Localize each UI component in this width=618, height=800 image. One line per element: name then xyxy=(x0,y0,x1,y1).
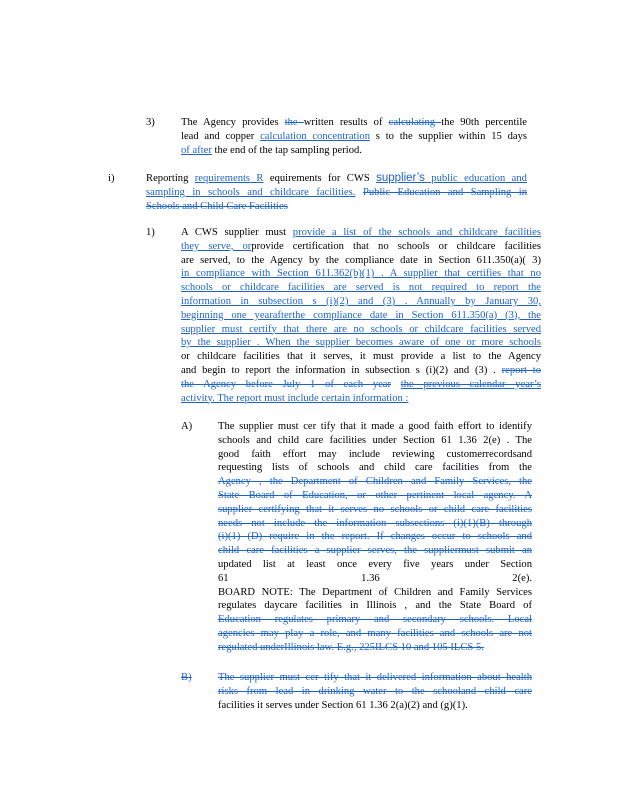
text-line xyxy=(146,200,527,214)
text-line xyxy=(181,226,541,240)
text-line xyxy=(181,116,527,130)
inserted-text: they serve, or xyxy=(181,240,252,252)
text-line xyxy=(218,489,532,503)
text-run: updated list at least once every five years under Section xyxy=(218,558,532,570)
deleted-text: (i)(1) (D) require in the report. If changes occur to schools and xyxy=(218,531,532,543)
text-run: the 90th percentile xyxy=(441,117,527,128)
item-1-text xyxy=(181,226,541,405)
deleted-text: Education regulates primary and secondary schools. Local xyxy=(218,614,532,626)
item-3-text xyxy=(181,116,527,157)
deleted-text: Schools and Child Care Facilities xyxy=(146,200,288,212)
text-run: equirements for CWS xyxy=(263,173,377,184)
inserted-text: calculation concentration xyxy=(260,130,371,142)
inserted-text: supplier must certify that there are no schools or childcare facilities served xyxy=(181,323,541,335)
text-run: and begin to report the information in subsection s (i)(2) and (3) . xyxy=(181,364,502,376)
text-line xyxy=(181,267,541,281)
deleted-text: calculating xyxy=(388,117,442,128)
deleted-text: the Agency before July 1 of each year xyxy=(181,378,392,390)
text-line xyxy=(218,699,532,713)
text-run: lead and copper xyxy=(181,130,261,142)
text-line xyxy=(181,130,527,144)
text-run: 61 1.36 2(e). xyxy=(218,572,532,584)
inserted-text: of after xyxy=(181,144,212,156)
item-a-text xyxy=(218,420,532,655)
inserted-text: provide a list of the schools and childcare facilities xyxy=(292,227,541,238)
text-run: good faith effort may include reviewing customerrecordsand xyxy=(218,448,532,460)
text-run xyxy=(391,379,401,390)
item-3-marker: 3) xyxy=(146,117,155,128)
text-line xyxy=(181,392,541,406)
text-line xyxy=(218,572,532,586)
text-line xyxy=(218,544,532,558)
text-run: schools and child care facilities under Section 61 1.36 2(e) . The xyxy=(218,434,532,446)
text-line xyxy=(218,420,532,434)
inserted-text: supplier’s xyxy=(376,172,425,184)
text-run: BOARD NOTE: The Department of Children and Family Services xyxy=(218,586,532,598)
inserted-text: schools or childcare facilities are served is not required to report the xyxy=(181,282,541,294)
deleted-text: risks from lead in drinking water to the schooland child care xyxy=(218,685,532,697)
text-run xyxy=(355,187,362,198)
text-line xyxy=(181,323,541,337)
item-1-marker: 1) xyxy=(146,227,155,238)
text-run: Reporting xyxy=(146,173,195,184)
text-line xyxy=(181,144,527,158)
text-line xyxy=(218,530,532,544)
inserted-text: beginning one yearafterthe compliance date in Section 611.350(a) (3), the xyxy=(181,309,541,321)
inserted-text: public education and xyxy=(424,173,527,184)
text-line xyxy=(146,172,527,186)
inserted-text: activity. The report must include certain information : xyxy=(181,392,409,404)
text-line xyxy=(218,448,532,462)
text-line xyxy=(181,281,541,295)
text-line xyxy=(218,586,532,600)
item-b-marker: B) xyxy=(181,672,192,683)
text-line xyxy=(218,503,532,517)
text-line xyxy=(218,599,532,613)
text-line xyxy=(146,186,527,200)
text-line xyxy=(181,295,541,309)
text-run: are served, to the Agency by the compliance date in Section 611.350(a)( 3) xyxy=(181,254,541,266)
item-b-text xyxy=(218,671,532,712)
text-line xyxy=(218,475,532,489)
text-line xyxy=(218,461,532,475)
text-run: provide certification that no schools or childcare facilities xyxy=(251,240,541,252)
deleted-text: the xyxy=(284,117,304,128)
deleted-text: Public Education and Sampling in xyxy=(362,186,528,198)
text-run: the end of the tap sampling period. xyxy=(211,144,362,156)
text-run: A CWS supplier must xyxy=(181,227,293,238)
text-line xyxy=(181,378,541,392)
deleted-text: Agency , the Department of Children and Family Services, the xyxy=(218,476,532,488)
inserted-text: by the supplier . When the supplier becomes aware of one or more schools xyxy=(181,337,541,349)
text-line xyxy=(181,336,541,350)
text-line xyxy=(218,671,532,685)
deleted-text: agencies may play a role, and many facilities and schools are not xyxy=(218,627,532,639)
text-run: regulates daycare facilities in Illinois , and the State Board of xyxy=(218,600,532,612)
text-run: written results of xyxy=(303,117,389,128)
deleted-text: The supplier must cer tify that it delivered information about health xyxy=(218,672,532,683)
deleted-text: State Board of Education, or other pertinent local agency. A xyxy=(218,489,532,501)
text-line xyxy=(218,641,532,655)
text-line xyxy=(218,627,532,641)
text-line xyxy=(181,240,541,254)
deleted-text: report to xyxy=(501,364,541,376)
inserted-text: requirements R xyxy=(194,173,264,184)
deleted-text: supplier certifying that it serves no schools or child care facilities xyxy=(218,503,532,515)
section-i-heading xyxy=(146,172,527,213)
text-line xyxy=(218,558,532,572)
text-run: The Agency provides xyxy=(181,117,285,128)
text-run: facilities it serves under Section 61 1.36 2(a)(2) and (g)(1). xyxy=(218,699,468,711)
deleted-text: needs not include the information subsections (i)(1)(B) through xyxy=(218,517,532,529)
text-run: The supplier must cer tify that it made a good faith effort to identify xyxy=(218,421,532,432)
text-line xyxy=(181,364,541,378)
text-line xyxy=(218,613,532,627)
deleted-text: regulated underIllinois law. E.g., 225ILCS 10 and 105 ILCS 5. xyxy=(218,641,484,653)
text-run: requesting lists of schools and child care facilities from the xyxy=(218,462,532,474)
text-line xyxy=(218,434,532,448)
deleted-text: child care facilities a supplier serves, the suppliermust submit an xyxy=(218,545,532,557)
inserted-text: information in subsection s (i)(2) and (3) . Annually by January 30, xyxy=(181,295,541,307)
inserted-text: in compliance with Section 611.362(b)(1) . A supplier that certifies that no xyxy=(181,268,541,280)
inserted-text: the previous calendar year’s xyxy=(400,378,541,390)
section-i-marker: i) xyxy=(108,173,115,184)
item-a-marker: A) xyxy=(181,421,193,432)
text-line xyxy=(181,254,541,268)
text-run: or childcare facilities that it serves, it must provide a list to the Agency xyxy=(181,351,541,363)
text-line xyxy=(181,350,541,364)
text-run: s to the supplier within 15 days xyxy=(370,130,527,142)
inserted-text: sampling in schools and childcare facilities. xyxy=(146,186,356,198)
text-line xyxy=(218,685,532,699)
text-line xyxy=(218,517,532,531)
text-line xyxy=(181,309,541,323)
